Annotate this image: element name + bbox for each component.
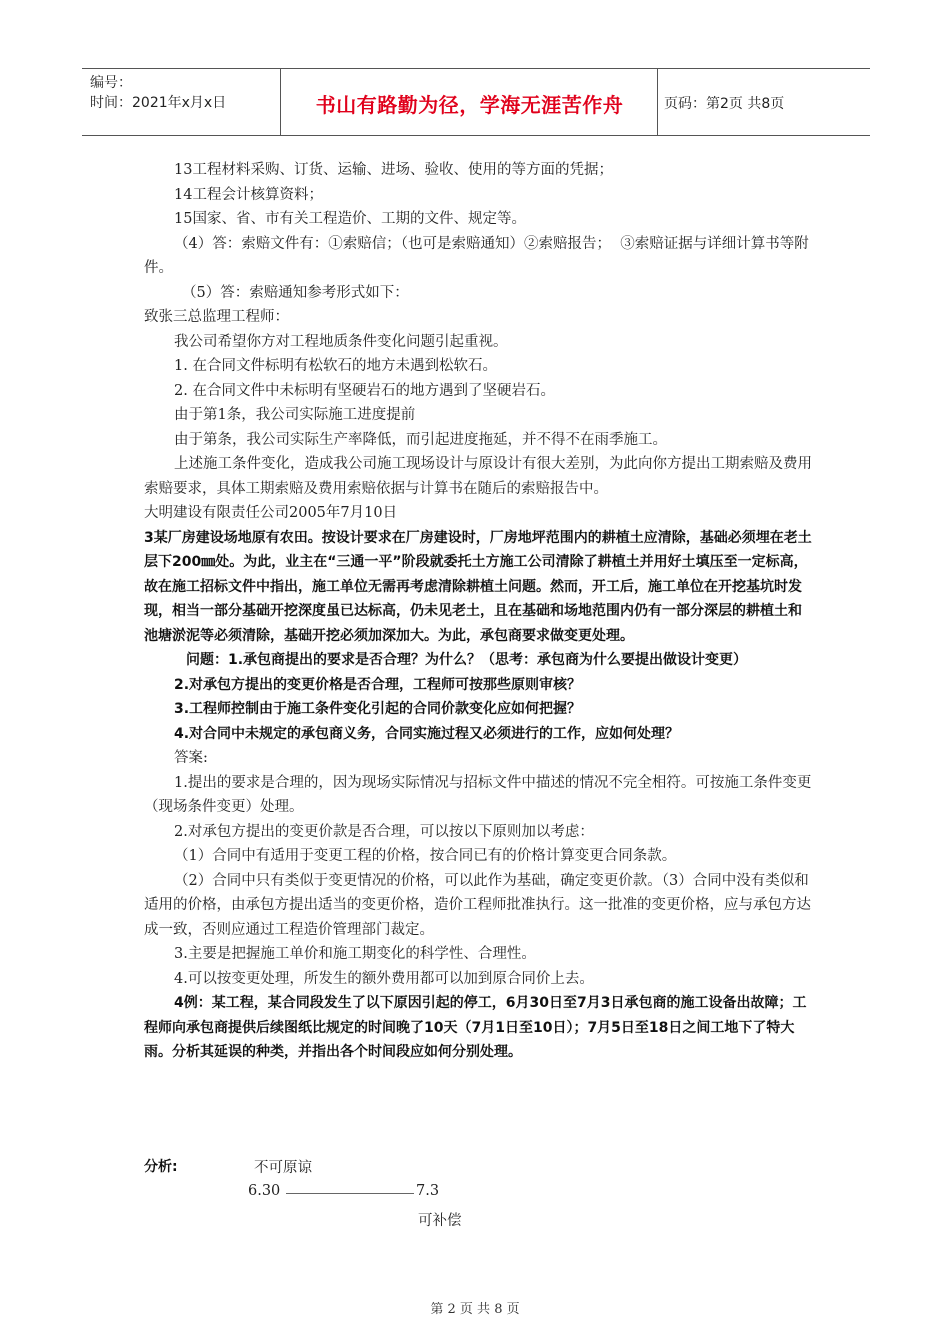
letter-paragraph: 由于第1条，我公司实际施工进度提前 [174,407,416,423]
list-item: 13工程材料采购、订货、运输、进场、验收、使用的等方面的凭据； [174,162,613,178]
page-footer: 第 2 页 共 8 页 [430,1302,520,1317]
question-item: 3.工程师控制由于施工条件变化引起的合同价款变化应如何把握？ [174,701,582,717]
letter-paragraph: 由于第条，我公司实际生产率降低，而引起进度拖延，并不得不在雨季施工。 [174,431,667,448]
document-date-label: 时间：2021年x月x日 [90,95,227,111]
document-body [144,158,812,1065]
answer-item: （2）合同中只有类似于变更情况的价格，可以此作为基础，确定变更价款。（3）合同中没有类似和适用的价格，由承包方提出适当的变更价格，造价工程师批准执行。这一批准的变更价格，应与承包方达成一致，否则应通过工程造价管理部门裁定。 [144,872,811,938]
page-header [82,68,870,136]
header-divider [657,69,658,135]
header-motto: 书山有路勤为径，学海无涯苦作舟 [315,93,624,117]
letter-paragraph: 我公司希望你方对工程地质条件变化问题引起重视。 [174,333,508,350]
answer-item: 1.提出的要求是合理的，因为现场实际情况与招标文件中描述的情况不完全相符。可按施工条件变更（现场条件变更）处理。 [144,774,812,815]
letter-paragraph: 1. 在合同文件标明有松软石的地方未遇到松软石。 [174,358,497,374]
list-item: 15国家、省、市有关工程造价、工期的文件、规定等。 [174,211,526,227]
timeline-start-label: 6.30 [248,1183,281,1199]
non-excusable-label: 不可原谅 [254,1160,312,1176]
answer-paragraph: （5）答：索赔通知参考形式如下： [182,284,409,301]
document-number-label: 编号： [90,75,132,91]
timeline-line [286,1193,414,1194]
letter-salutation: 致张三总监理工程师： [144,309,289,325]
answer-item: （1）合同中有适用于变更工程的价格，按合同已有的价格计算变更合同条款。 [174,848,677,864]
header-divider [280,69,281,135]
answer-label: 答案: [174,750,208,766]
case-3-paragraph: 3某厂房建设场地原有农田。按设计要求在厂房建设时，厂房地坪范围内的耕植土应清除，基础必须埋在老土层下200㎜处。为此，业主在“三通一平”阶段就委托土方施工公司清除了耕植土并用好土填压至一定标高，故在施工招标文件中指出，施工单位无需再考虑清除耕植土问题。然而，开工后，施工单位在开挖基坑时发现，相当一部分基础开挖深度虽已达标高，仍未见老土，且在基础和场地范围内仍有一部分深层的耕植土和池塘淤泥等必须清除，基础开挖必须加深加大。为此，承包商要求做变更处理。 [144,529,812,644]
letter-signature: 大明建设有限责任公司2005年7月10日 [144,505,398,521]
header-meta [90,73,280,113]
question-item: 问题：1.承包商提出的要求是否合理？为什么？（思考：承包商为什么要提出做设计变更） [186,652,748,668]
analysis-label: 分析: [144,1159,178,1175]
question-item: 4.对合同中未规定的承包商义务，合同实施过程又必须进行的工作，应如何处理？ [174,725,680,742]
letter-paragraph: 上述施工条件变化，造成我公司施工现场设计与原设计有很大差别，为此向你方提出工期索赔及费用索赔要求，具体工期索赔及费用索赔依据与计算书在随后的索赔报告中。 [144,456,812,497]
answer-item: 3.主要是把握施工单价和施工期变化的科学性、合理性。 [174,946,536,962]
timeline-end-label: 7.3 [416,1183,440,1199]
case-4-paragraph: 4例：某工程，某合同段发生了以下原因引起的停工，6月30日至7月3日承包商的施工设备出故障；工程师向承包商提供后续图纸比规定的时间晚了10天（7月1日至10日）；7月5日至18日之间工地下了特大雨。分析其延误的种类，并指出各个时间段应如何分别处理。 [144,995,807,1060]
answer-paragraph: （4）答：索赔文件有：①索赔信；（也可是索赔通知）②索赔报告； ③索赔证据与详细计算书等附件。 [144,235,809,276]
answer-item: 4.可以按变更处理，所发生的额外费用都可以加到原合同价上去。 [174,970,594,987]
list-item: 14工程会计核算资料； [174,186,323,203]
question-item: 2.对承包方提出的变更价格是否合理，工程师可按那些原则审核？ [174,676,582,693]
answer-item: 2.对承包方提出的变更价款是否合理，可以按以下原则加以考虑： [174,823,594,840]
letter-paragraph: 2. 在合同文件中未标明有坚硬岩石的地方遇到了坚硬岩石。 [174,382,555,399]
compensable-label: 可补偿 [418,1213,462,1229]
header-page-number: 页码：第2页 共8页 [664,96,785,112]
delay-analysis-timeline [144,1156,544,1236]
